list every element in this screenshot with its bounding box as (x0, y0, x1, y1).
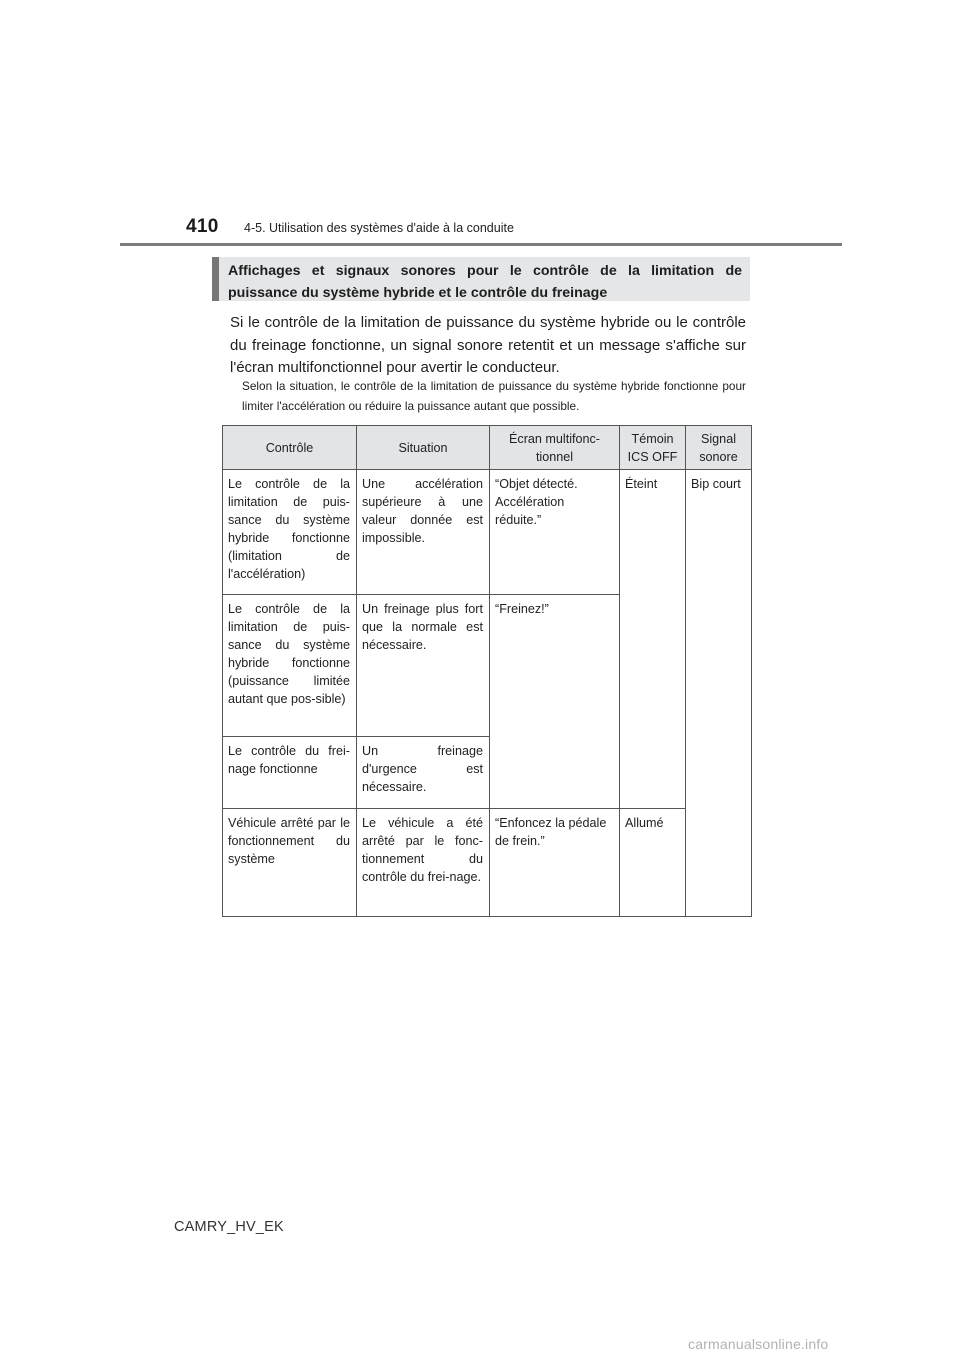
cell-situation: Le véhicule a été arrêté par le fonc-tionnement du contrôle du frei-nage. (357, 809, 490, 917)
cell-control: Le contrôle du frei-nage fonctionne (223, 737, 357, 809)
header-display: Écran multifonc-tionnel (490, 426, 620, 470)
note-paragraph: Selon la situation, le contrôle de la limitation de puissance du système hybride fonctionne pour limiter l'accélération ou réduire la puissance autant que possible. (242, 379, 746, 413)
header-divider (120, 243, 842, 246)
cell-control: Le contrôle de la limitation de puis-sance du système hybride fonctionne (puissance limitée autant que pos-sible) (223, 595, 357, 737)
table-header-row (223, 426, 752, 470)
table-row (223, 470, 752, 595)
callout-heading: Affichages et signaux sonores pour le contrôle de la limitation de puissance du système hybride et le contrôle du freinage (212, 257, 750, 301)
cell-control: Le contrôle de la limitation de puis-sance du système hybride fonctionne (limitation de l'accélération) (223, 470, 357, 595)
page-number: 410 (186, 216, 219, 237)
cell-display-merged: “Freinez!” (490, 595, 620, 809)
section-title: 4-5. Utilisation des systèmes d'aide à la conduite (244, 221, 514, 235)
cell-control: Véhicule arrêté par le fonctionnement du système (223, 809, 357, 917)
watermark-text: carmanualsonline.info (688, 1336, 829, 1352)
cell-indicator: Allumé (620, 809, 686, 917)
header-situation: Situation (357, 426, 490, 470)
header-buzzer: Signal sonore (686, 426, 752, 470)
cell-situation: Une accélération supérieure à une valeur donnée est impossible. (357, 470, 490, 595)
table-row (223, 809, 752, 917)
cell-situation: Un freinage d'urgence est nécessaire. (357, 737, 490, 809)
header-ics-off-indicator: Témoin ICS OFF (620, 426, 686, 470)
cell-buzzer-merged: Bip court (686, 470, 752, 917)
cell-indicator-merged: Éteint (620, 470, 686, 809)
cell-situation: Un freinage plus fort que la normale est nécessaire. (357, 595, 490, 737)
footer-model-code: CAMRY_HV_EK (174, 1219, 284, 1235)
intro-paragraph: Si le contrôle de la limitation de puissance du système hybride ou le contrôle du freinage fonctionne, un signal sonore retentit et un message s'affiche sur l'écran multifonctionnel pour avertir le conducteur. (230, 314, 746, 376)
cell-display: “Objet détecté. Accélération réduite.” (490, 470, 620, 595)
cell-display: “Enfoncez la pédale de frein.” (490, 809, 620, 917)
control-table (222, 425, 752, 917)
header-control: Contrôle (223, 426, 357, 470)
